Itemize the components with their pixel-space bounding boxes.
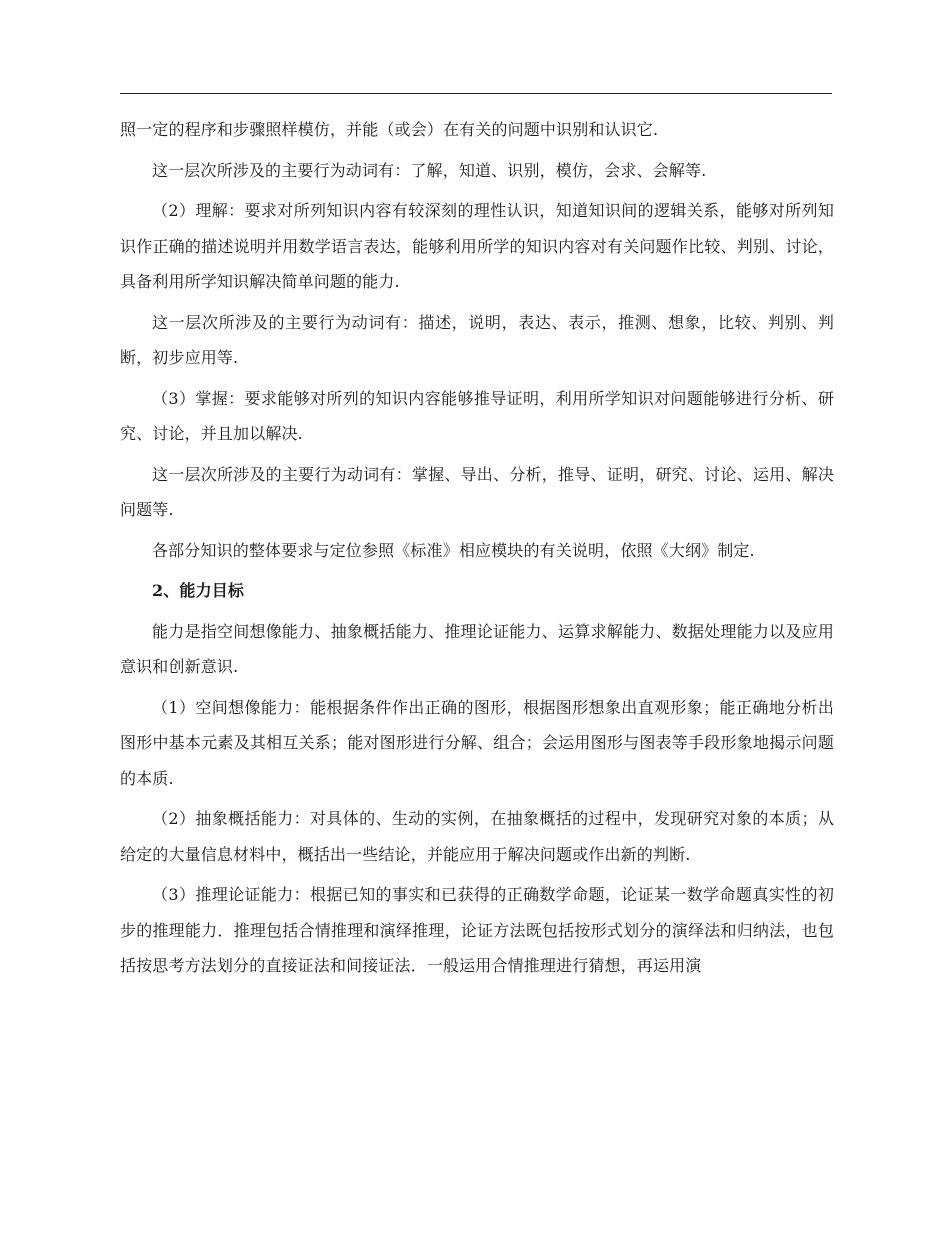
paragraph-abstraction: （2）抽象概括能力：对具体的、生动的实例，在抽象概括的过程中，发现研究对象的本质；从给定的大量信息材料中，概括出一些结论，并能应用于解决问题或作出新的判断.: [120, 809, 834, 864]
paragraph-spatial-imagination: （1）空间想像能力：能根据条件作出正确的图形，根据图形想象出直观形象；能正确地分析出图形中基本元素及其相互关系；能对图形进行分解、组合；会运用图形与图表等手段形象地揭示问题的本质.: [120, 697, 834, 788]
paragraph-mastery: （3）掌握：要求能够对所列的知识内容能够推导证明，利用所学知识对问题能够进行分析、研究、讨论，并且加以解决.: [120, 388, 834, 443]
paragraph-reasoning: （3）推理论证能力：根据已知的事实和已获得的正确数学命题，论证某一数学命题真实性的初步的推理能力．推理包括合情推理和演绎推理，论证方法既包括按形式划分的演绎法和归纳法，也包括按思考方法划分的直接证法和间接证法．一般运用合情推理进行猜想，再运用演: [120, 885, 834, 975]
document-body: [120, 112, 834, 989]
paragraph-level3-verbs: 这一层次所涉及的主要行为动词有：掌握、导出、分析，推导、证明，研究、讨论、运用、解决问题等.: [120, 464, 834, 519]
paragraph-level1-verbs: 这一层次所涉及的主要行为动词有：了解，知道、识别，模仿，会求、会解等.: [152, 160, 707, 180]
paragraph-continuation: 照一定的程序和步骤照样模仿，并能（或会）在有关的问题中识别和认识它.: [120, 120, 659, 139]
paragraph-understanding: （2）理解：要求对所列知识内容有较深刻的理性认识，知道知识间的逻辑关系，能够对所列知识作正确的描述说明并用数学语言表达，能够利用所学的知识内容对有关问题作比较、判别、讨论，具备利用所学知识解决简单问题的能力.: [120, 201, 834, 291]
paragraph-level2-verbs: 这一层次所涉及的主要行为动词有：描述，说明，表达、表示，推测、想象，比较、判别、判断，初步应用等.: [120, 312, 834, 367]
paragraph-ability-definition: 能力是指空间想像能力、抽象概括能力、推理论证能力、运算求解能力、数据处理能力以及应用意识和创新意识.: [120, 621, 834, 676]
section-heading-ability-goals: 2、能力目标: [152, 581, 245, 600]
header-rule: [120, 93, 832, 94]
paragraph-requirements: 各部分知识的整体要求与定位参照《标准》相应模块的有关说明，依照《大纲》制定.: [152, 540, 755, 560]
